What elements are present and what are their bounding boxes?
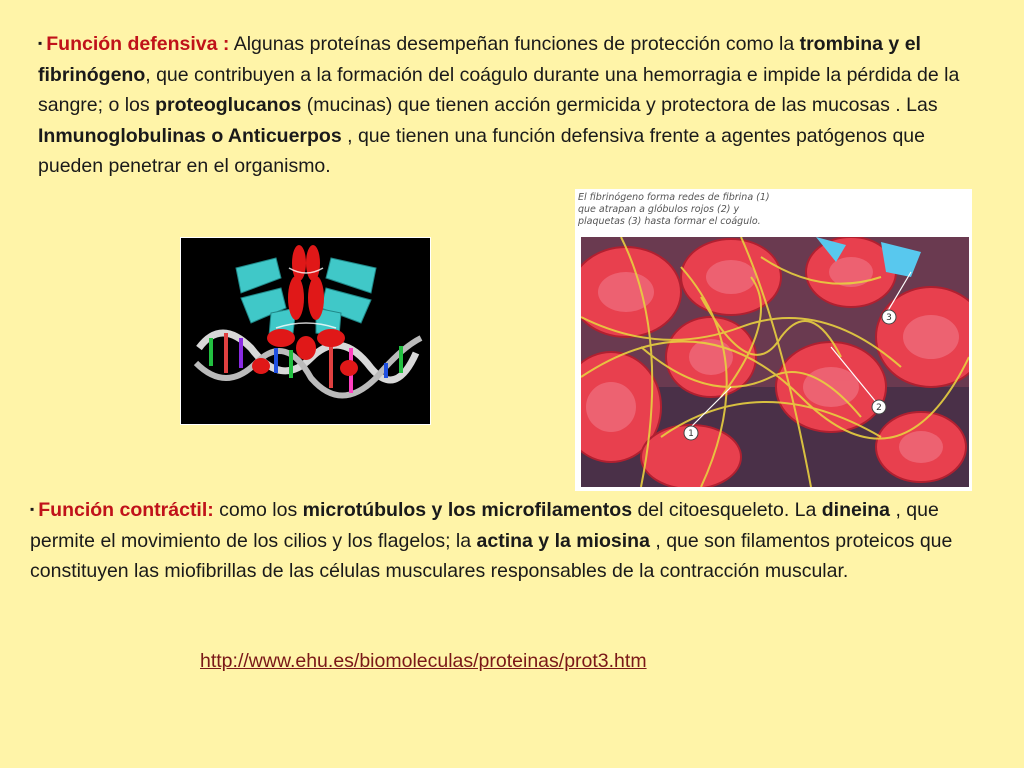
blood-clot-figure: [575, 189, 972, 491]
marker-label-1: 1: [688, 429, 694, 439]
text: (mucinas) que tienen acción germicida y protectora de las mucosas . Las: [301, 94, 938, 116]
bold-term: Inmunoglobulinas o Anticuerpos: [38, 124, 342, 147]
bold-term: actina y la miosina: [476, 529, 650, 552]
marker-label-3: 3: [886, 313, 892, 323]
contractile-function-paragraph: [30, 494, 990, 587]
source-link[interactable]: http://www.ehu.es/biomoleculas/proteinas/prot3.htm: [200, 650, 647, 672]
text: como los: [213, 499, 303, 521]
text: , que contribuyen a la formación del coágulo durante una hemorragia e impide la pérdida de la sangre; o los: [38, 63, 960, 116]
text: , que son filamentos proteicos que constituyen las miofibrillas de las células musculares responsables de la contracción muscular.: [30, 529, 953, 582]
bullet-icon: ▪: [38, 36, 43, 50]
clot-caption: El fibrinógeno forma redes de fibrina (1) que atrapan a glóbulos rojos (2) y plaquetas (3) hasta formar el coágulo.: [578, 192, 770, 227]
bullet-icon: ▪: [30, 502, 35, 516]
bold-term: microtúbulos y los microfilamentos: [302, 499, 633, 521]
bold-term: trombina y el fibrinógeno: [38, 33, 921, 86]
bold-term: proteoglucanos: [155, 94, 302, 116]
protein-dna-complex-image: [180, 237, 431, 425]
text: , que permite el movimiento de los cilios y los flagelos; la: [30, 499, 939, 552]
defensive-function-heading: Función defensiva :: [46, 33, 230, 55]
contractile-function-heading: Función contráctil:: [38, 499, 214, 521]
bold-term: dineina: [821, 499, 891, 521]
blood-clot-photo: [581, 237, 969, 487]
text: , que tienen una función defensiva frente a agentes patógenos que pueden penetrar en el organismo.: [38, 124, 925, 177]
marker-label-2: 2: [876, 403, 882, 413]
text: Algunas proteínas desempeñan funciones de protección como la: [229, 33, 800, 55]
defensive-function-paragraph: [38, 28, 978, 182]
text: del citoesqueleto. La: [632, 499, 822, 521]
